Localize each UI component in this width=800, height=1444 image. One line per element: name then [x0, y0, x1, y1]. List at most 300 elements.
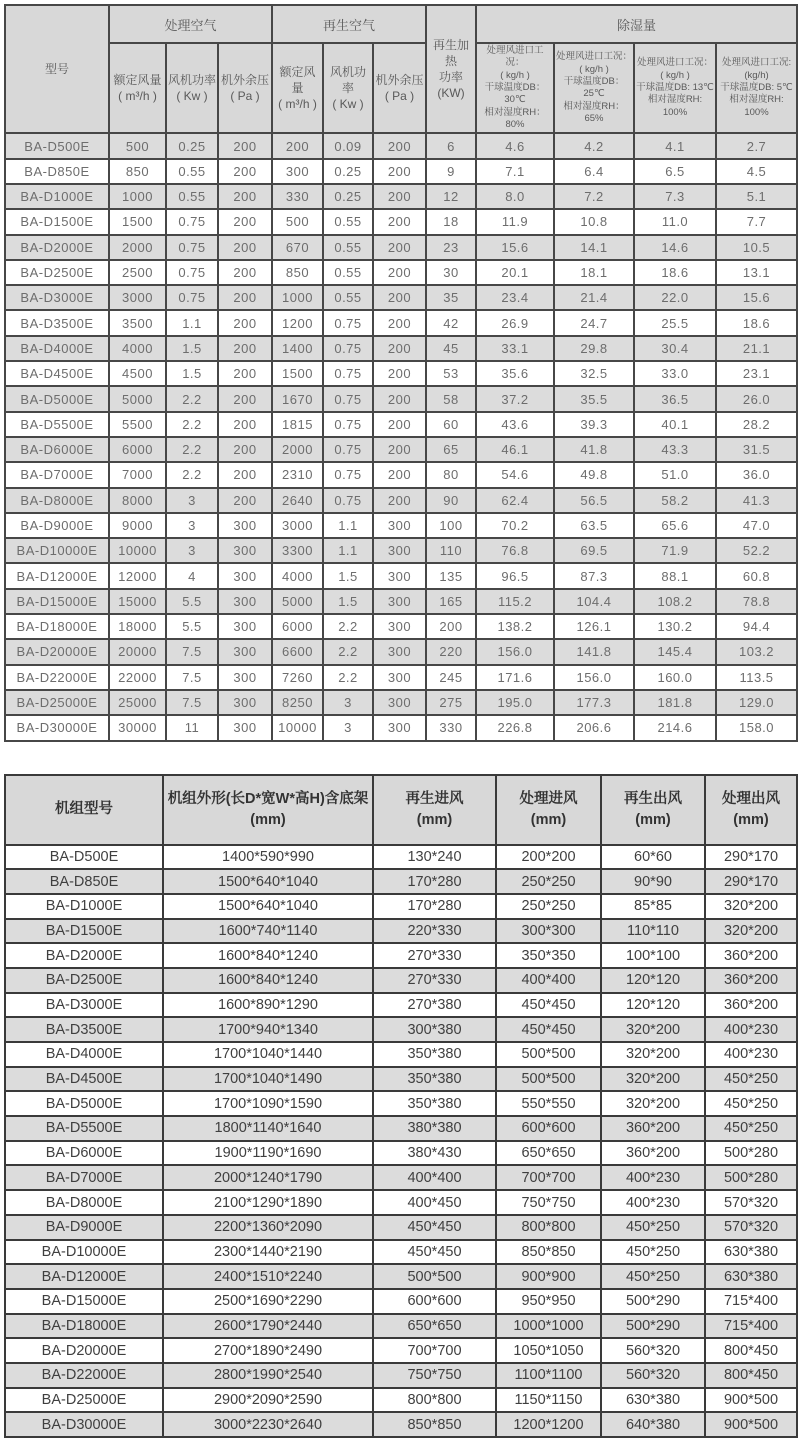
value-cell: 670	[272, 235, 323, 260]
condition-line: 处理风进口工况：	[556, 51, 633, 63]
value-cell: 300*300	[496, 919, 601, 944]
value-cell: 6600	[272, 639, 323, 664]
value-cell: 200	[218, 437, 272, 462]
value-cell: 45	[426, 336, 476, 361]
value-cell: 126.1	[554, 614, 634, 639]
value-cell: 141.8	[554, 639, 634, 664]
value-cell: 181.8	[634, 690, 716, 715]
value-cell: 2.2	[323, 639, 373, 664]
value-cell: 7.5	[166, 665, 218, 690]
value-cell: 2.2	[323, 665, 373, 690]
table-row	[5, 260, 797, 285]
value-cell: 0.55	[166, 184, 218, 209]
value-cell: 2500*1690*2290	[163, 1289, 373, 1314]
process-airflow-header	[109, 43, 166, 133]
value-cell: 360*200	[601, 1116, 705, 1141]
model-cell: BA-D9000E	[5, 513, 109, 538]
table-row	[5, 614, 797, 639]
value-cell: 3	[323, 690, 373, 715]
value-cell: 800*800	[373, 1388, 496, 1413]
value-cell: 49.8	[554, 462, 634, 487]
table-row	[5, 1388, 797, 1413]
airflow-unit: ( m³/h )	[118, 89, 157, 104]
value-cell: 25.5	[634, 310, 716, 335]
reheat-power-line1: 再生加热	[432, 37, 469, 69]
value-cell: 60	[426, 412, 476, 437]
value-cell: 3000	[109, 285, 166, 310]
table-row	[5, 1017, 797, 1042]
value-cell: 7.5	[166, 639, 218, 664]
value-cell: 7.1	[476, 159, 554, 184]
value-cell: 450*250	[705, 1091, 797, 1116]
value-cell: 900*900	[496, 1264, 601, 1289]
value-cell: 4000	[109, 336, 166, 361]
value-cell: 500*500	[496, 1042, 601, 1067]
value-cell: 0.75	[323, 386, 373, 411]
static-pressure-unit: ( Pa )	[384, 89, 415, 104]
value-cell: 450*450	[496, 993, 601, 1018]
value-cell: 23.4	[476, 285, 554, 310]
value-cell: 570*320	[705, 1190, 797, 1215]
table-row	[5, 336, 797, 361]
value-cell: 214.6	[634, 715, 716, 740]
model-cell: BA-D2000E	[5, 235, 109, 260]
table-row	[5, 1067, 797, 1092]
value-cell: 2000*1240*1790	[163, 1165, 373, 1190]
value-cell: 560*320	[601, 1363, 705, 1388]
value-cell: 29.8	[554, 336, 634, 361]
value-cell: 220*330	[373, 919, 496, 944]
condition-2-header	[554, 43, 634, 133]
model-cell: BA-D5500E	[5, 412, 109, 437]
value-cell: 171.6	[476, 665, 554, 690]
value-cell: 200	[218, 412, 272, 437]
value-cell: 300	[373, 513, 426, 538]
value-cell: 300	[373, 538, 426, 563]
value-cell: 90*90	[601, 869, 705, 894]
value-cell: 1200	[272, 310, 323, 335]
value-cell: 7.7	[716, 209, 797, 234]
unit-model-header: 机组型号	[5, 775, 163, 845]
value-cell: 5.1	[716, 184, 797, 209]
model-cell: BA-D2000E	[5, 943, 163, 968]
value-cell: 130*240	[373, 845, 496, 870]
table-row	[5, 361, 797, 386]
value-cell: 5500	[109, 412, 166, 437]
value-cell: 63.5	[554, 513, 634, 538]
model-cell: BA-D1500E	[5, 919, 163, 944]
value-cell: 0.75	[323, 336, 373, 361]
value-cell: 2600*1790*2440	[163, 1314, 373, 1339]
value-cell: 170*280	[373, 869, 496, 894]
airflow-label: 额定风量	[279, 64, 316, 96]
regen-airflow-header	[272, 43, 323, 133]
value-cell: 500*500	[496, 1067, 601, 1092]
model-cell: BA-D8000E	[5, 1190, 163, 1215]
table-row	[5, 943, 797, 968]
condition-4-header	[716, 43, 797, 133]
value-cell: 0.25	[166, 133, 218, 158]
value-cell: 0.75	[166, 285, 218, 310]
dimensions-table	[4, 774, 798, 1439]
value-cell: 200	[218, 209, 272, 234]
value-cell: 6	[426, 133, 476, 158]
value-cell: 300	[272, 159, 323, 184]
value-cell: 206.6	[554, 715, 634, 740]
model-cell: BA-D20000E	[5, 639, 109, 664]
value-cell: 21.1	[716, 336, 797, 361]
value-cell: 350*350	[496, 943, 601, 968]
value-cell: 500*500	[373, 1264, 496, 1289]
process-outlet-unit: (mm)	[733, 811, 769, 828]
outline-dims-header	[163, 775, 373, 845]
value-cell: 41.8	[554, 437, 634, 462]
value-cell: 200	[218, 361, 272, 386]
value-cell: 3000	[272, 513, 323, 538]
value-cell: 12	[426, 184, 476, 209]
value-cell: 850*850	[373, 1412, 496, 1437]
value-cell: 560*320	[601, 1338, 705, 1363]
regen-outlet-header	[601, 775, 705, 845]
value-cell: 35.6	[476, 361, 554, 386]
value-cell: 33.0	[634, 361, 716, 386]
value-cell: 320*200	[705, 894, 797, 919]
value-cell: 43.6	[476, 412, 554, 437]
value-cell: 32.5	[554, 361, 634, 386]
value-cell: 245	[426, 665, 476, 690]
value-cell: 275	[426, 690, 476, 715]
value-cell: 7260	[272, 665, 323, 690]
value-cell: 300	[218, 614, 272, 639]
model-cell: BA-D500E	[5, 133, 109, 158]
value-cell: 300	[218, 589, 272, 614]
value-cell: 195.0	[476, 690, 554, 715]
model-cell: BA-D1500E	[5, 209, 109, 234]
value-cell: 2800*1990*2540	[163, 1363, 373, 1388]
value-cell: 350*380	[373, 1091, 496, 1116]
value-cell: 200	[426, 614, 476, 639]
value-cell: 6.4	[554, 159, 634, 184]
dehumidification-group-header: 除湿量	[476, 5, 797, 43]
value-cell: 2200*1360*2090	[163, 1215, 373, 1240]
value-cell: 1800*1140*1640	[163, 1116, 373, 1141]
table-row	[5, 1338, 797, 1363]
value-cell: 2310	[272, 462, 323, 487]
value-cell: 450*250	[705, 1116, 797, 1141]
table-row	[5, 968, 797, 993]
model-cell: BA-D6000E	[5, 437, 109, 462]
value-cell: 1500	[109, 209, 166, 234]
condition-rh: 相对湿度RH：65%	[563, 100, 625, 124]
value-cell: 400*230	[601, 1165, 705, 1190]
performance-spec-table	[4, 4, 798, 742]
value-cell: 7.3	[634, 184, 716, 209]
value-cell: 6.5	[634, 159, 716, 184]
static-pressure-label: 机外余压	[375, 73, 424, 88]
value-cell: 300	[218, 563, 272, 588]
model-cell: BA-D5500E	[5, 1116, 163, 1141]
value-cell: 900*500	[705, 1412, 797, 1437]
value-cell: 1700*940*1340	[163, 1017, 373, 1042]
value-cell: 200	[373, 437, 426, 462]
model-cell: BA-D2500E	[5, 968, 163, 993]
model-cell: BA-D30000E	[5, 1412, 163, 1437]
value-cell: 1700*1040*1440	[163, 1042, 373, 1067]
value-cell: 3	[166, 488, 218, 513]
value-cell: 600*600	[373, 1289, 496, 1314]
value-cell: 380*380	[373, 1116, 496, 1141]
value-cell: 22000	[109, 665, 166, 690]
value-cell: 300	[218, 538, 272, 563]
value-cell: 25000	[109, 690, 166, 715]
model-cell: BA-D15000E	[5, 1289, 163, 1314]
value-cell: 1900*1190*1690	[163, 1141, 373, 1166]
value-cell: 71.9	[634, 538, 716, 563]
value-cell: 7000	[109, 462, 166, 487]
value-cell: 0.55	[323, 209, 373, 234]
value-cell: 200	[218, 159, 272, 184]
value-cell: 120*120	[601, 993, 705, 1018]
value-cell: 1600*740*1140	[163, 919, 373, 944]
value-cell: 200	[272, 133, 323, 158]
table-row	[5, 1314, 797, 1339]
value-cell: 18	[426, 209, 476, 234]
value-cell: 58	[426, 386, 476, 411]
value-cell: 850	[272, 260, 323, 285]
value-cell: 200	[373, 386, 426, 411]
value-cell: 320*200	[601, 1017, 705, 1042]
value-cell: 1.1	[166, 310, 218, 335]
regen-inlet-header	[373, 775, 496, 845]
value-cell: 300	[218, 690, 272, 715]
value-cell: 18000	[109, 614, 166, 639]
value-cell: 52.2	[716, 538, 797, 563]
value-cell: 200	[218, 462, 272, 487]
value-cell: 96.5	[476, 563, 554, 588]
table-row	[5, 1141, 797, 1166]
value-cell: 200	[373, 488, 426, 513]
value-cell: 41.3	[716, 488, 797, 513]
value-cell: 138.2	[476, 614, 554, 639]
value-cell: 24.7	[554, 310, 634, 335]
model-cell: BA-D8000E	[5, 488, 109, 513]
model-cell: BA-D850E	[5, 159, 109, 184]
value-cell: 2.2	[166, 462, 218, 487]
value-cell: 300	[373, 563, 426, 588]
value-cell: 500*290	[601, 1289, 705, 1314]
value-cell: 10.8	[554, 209, 634, 234]
value-cell: 36.0	[716, 462, 797, 487]
value-cell: 2700*1890*2490	[163, 1338, 373, 1363]
table-row	[5, 563, 797, 588]
value-cell: 39.3	[554, 412, 634, 437]
value-cell: 650*650	[496, 1141, 601, 1166]
value-cell: 3	[166, 538, 218, 563]
value-cell: 100*100	[601, 943, 705, 968]
process-inlet-header	[496, 775, 601, 845]
value-cell: 450*250	[601, 1215, 705, 1240]
value-cell: 15000	[109, 589, 166, 614]
model-cell: BA-D25000E	[5, 690, 109, 715]
value-cell: 350*380	[373, 1067, 496, 1092]
value-cell: 18.1	[554, 260, 634, 285]
value-cell: 360*200	[705, 943, 797, 968]
value-cell: 2500	[109, 260, 166, 285]
spec-table-body	[5, 133, 797, 740]
value-cell: 2300*1440*2190	[163, 1240, 373, 1265]
table-row	[5, 1165, 797, 1190]
value-cell: 1150*1150	[496, 1388, 601, 1413]
value-cell: 200	[373, 260, 426, 285]
value-cell: 53	[426, 361, 476, 386]
value-cell: 900*500	[705, 1388, 797, 1413]
value-cell: 30000	[109, 715, 166, 740]
value-cell: 360*200	[601, 1141, 705, 1166]
value-cell: 110	[426, 538, 476, 563]
condition-unit: ( kg/h )	[579, 63, 609, 75]
value-cell: 8000	[109, 488, 166, 513]
value-cell: 94.4	[716, 614, 797, 639]
value-cell: 500*290	[601, 1314, 705, 1339]
static-pressure-unit: ( Pa )	[230, 89, 260, 104]
value-cell: 1.5	[323, 589, 373, 614]
value-cell: 70.2	[476, 513, 554, 538]
table-row	[5, 845, 797, 870]
value-cell: 2.2	[323, 614, 373, 639]
value-cell: 46.1	[476, 437, 554, 462]
regen-inlet-unit: (mm)	[416, 811, 453, 828]
value-cell: 62.4	[476, 488, 554, 513]
value-cell: 5.5	[166, 589, 218, 614]
value-cell: 18.6	[634, 260, 716, 285]
model-cell: BA-D500E	[5, 845, 163, 870]
table-row	[5, 993, 797, 1018]
table-row	[5, 690, 797, 715]
value-cell: 290*170	[705, 869, 797, 894]
value-cell: 15.6	[476, 235, 554, 260]
value-cell: 200*200	[496, 845, 601, 870]
value-cell: 6000	[109, 437, 166, 462]
value-cell: 8250	[272, 690, 323, 715]
model-cell: BA-D4000E	[5, 336, 109, 361]
table-row	[5, 1116, 797, 1141]
value-cell: 450*250	[601, 1240, 705, 1265]
value-cell: 145.4	[634, 639, 716, 664]
table-row	[5, 412, 797, 437]
value-cell: 76.8	[476, 538, 554, 563]
value-cell: 270*330	[373, 968, 496, 993]
regen-fan-power-header	[323, 43, 373, 133]
value-cell: 0.75	[323, 488, 373, 513]
static-pressure-label: 机外余压	[220, 73, 269, 88]
fan-power-label: 风机功率	[168, 73, 217, 88]
model-cell: BA-D7000E	[5, 462, 109, 487]
value-cell: 9	[426, 159, 476, 184]
model-cell: BA-D1000E	[5, 184, 109, 209]
value-cell: 170*280	[373, 894, 496, 919]
value-cell: 3500	[109, 310, 166, 335]
value-cell: 60.8	[716, 563, 797, 588]
fan-power-label: 风机功率	[329, 64, 366, 96]
model-cell: BA-D12000E	[5, 563, 109, 588]
table-row	[5, 1091, 797, 1116]
value-cell: 37.2	[476, 386, 554, 411]
value-cell: 20000	[109, 639, 166, 664]
value-cell: 1600*840*1240	[163, 943, 373, 968]
value-cell: 400*450	[373, 1190, 496, 1215]
table-row	[5, 1240, 797, 1265]
fan-power-unit: ( Kw )	[176, 89, 208, 104]
condition-db: 干球温度DB：30℃	[484, 82, 546, 106]
regen-static-pressure-header	[373, 43, 426, 133]
value-cell: 226.8	[476, 715, 554, 740]
value-cell: 850	[109, 159, 166, 184]
value-cell: 135	[426, 563, 476, 588]
value-cell: 1815	[272, 412, 323, 437]
model-cell: BA-D3000E	[5, 285, 109, 310]
table-row	[5, 894, 797, 919]
value-cell: 500*280	[705, 1165, 797, 1190]
value-cell: 110*110	[601, 919, 705, 944]
value-cell: 11.9	[476, 209, 554, 234]
value-cell: 200	[373, 235, 426, 260]
value-cell: 700*700	[373, 1338, 496, 1363]
value-cell: 156.0	[554, 665, 634, 690]
model-cell: BA-D3000E	[5, 993, 163, 1018]
dim-table-body	[5, 845, 797, 1438]
value-cell: 715*400	[705, 1314, 797, 1339]
value-cell: 320*200	[601, 1042, 705, 1067]
value-cell: 158.0	[716, 715, 797, 740]
value-cell: 85*85	[601, 894, 705, 919]
model-cell: BA-D4500E	[5, 361, 109, 386]
value-cell: 750*750	[373, 1363, 496, 1388]
value-cell: 950*950	[496, 1289, 601, 1314]
value-cell: 1000	[109, 184, 166, 209]
value-cell: 1100*1100	[496, 1363, 601, 1388]
value-cell: 550*550	[496, 1091, 601, 1116]
outline-dims-label: 机组外形(长D*宽W*高H)含底架	[167, 790, 369, 807]
value-cell: 380*430	[373, 1141, 496, 1166]
value-cell: 450*450	[373, 1215, 496, 1240]
fan-power-unit: ( Kw )	[332, 97, 364, 112]
value-cell: 35.5	[554, 386, 634, 411]
value-cell: 10000	[109, 538, 166, 563]
value-cell: 78.8	[716, 589, 797, 614]
value-cell: 3	[323, 715, 373, 740]
value-cell: 28.2	[716, 412, 797, 437]
value-cell: 330	[272, 184, 323, 209]
value-cell: 103.2	[716, 639, 797, 664]
value-cell: 400*230	[601, 1190, 705, 1215]
value-cell: 300	[218, 665, 272, 690]
table-row	[5, 1042, 797, 1067]
value-cell: 18.6	[716, 310, 797, 335]
value-cell: 1500*640*1040	[163, 894, 373, 919]
table-row	[5, 488, 797, 513]
value-cell: 1500	[272, 361, 323, 386]
reheat-power-header	[426, 5, 476, 133]
value-cell: 104.4	[554, 589, 634, 614]
model-cell: BA-D25000E	[5, 1388, 163, 1413]
value-cell: 30	[426, 260, 476, 285]
model-cell: BA-D18000E	[5, 614, 109, 639]
value-cell: 88.1	[634, 563, 716, 588]
value-cell: 450*250	[601, 1264, 705, 1289]
value-cell: 15.6	[716, 285, 797, 310]
model-cell: BA-D2500E	[5, 260, 109, 285]
value-cell: 450*450	[373, 1240, 496, 1265]
